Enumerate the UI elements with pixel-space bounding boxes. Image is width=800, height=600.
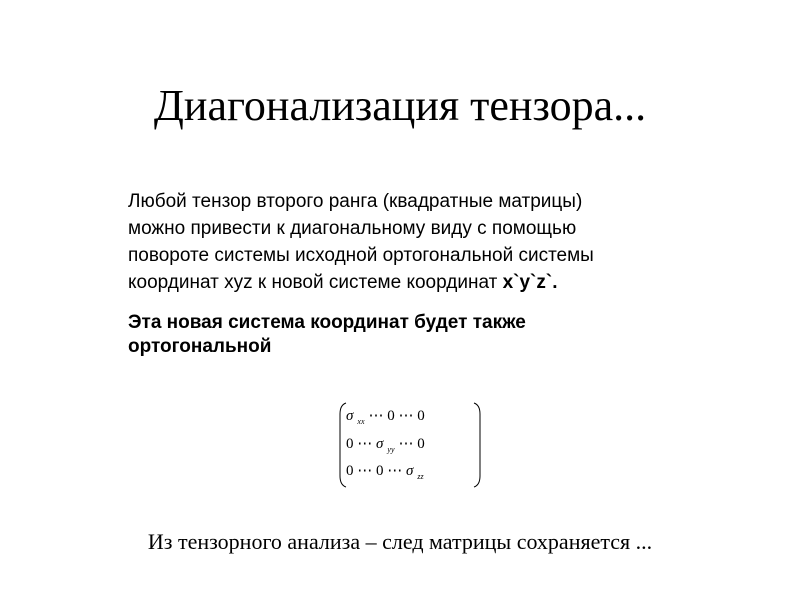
sigma-yy: σ: [376, 436, 384, 452]
intro-line-2: можно привести к диагональному виду с помощью: [128, 218, 577, 239]
sigma-zz-subscript: zz: [417, 472, 424, 481]
statement-line-1: Эта новая система координат будет также: [128, 312, 526, 333]
new-axes-label: x`y`z`.: [502, 272, 558, 293]
intro-paragraph: [128, 188, 728, 296]
intro-line-4-text: координат xyz к новой системе координат: [128, 272, 503, 293]
stress-tensor-matrix: [339, 402, 481, 488]
intro-line-3: повороте системы исходной ортогональной системы: [128, 245, 594, 266]
orthogonal-statement: [128, 311, 728, 359]
matrix-row-1: [346, 407, 425, 431]
intro-line-1: Любой тензор второго ранга (квадратные матрицы): [128, 191, 583, 212]
slide-title: Диагонализация тензора...: [153, 81, 647, 130]
sigma-xx-subscript: xx: [357, 417, 365, 426]
matrix-row-2: [346, 435, 425, 459]
trace-conclusion: Из тензорного анализа – след матрицы сохраняется ...: [147, 529, 653, 554]
matrix-row-2-pre: 0 ⋯: [346, 436, 373, 452]
matrix-row-3-pre: 0 ⋯ 0 ⋯: [346, 463, 403, 479]
statement-line-2: ортогональной: [128, 336, 272, 357]
matrix-row-2-post: ⋯ 0: [398, 436, 425, 452]
matrix-row-1-rest: ⋯ 0 ⋯ 0: [368, 408, 425, 424]
sigma-yy-subscript: yy: [387, 445, 395, 454]
matrix-row-3: [346, 462, 428, 486]
sigma-xx: σ: [346, 408, 354, 424]
sigma-zz: σ: [406, 463, 414, 479]
intro-line-4: [128, 269, 728, 296]
matrix-right-bracket: [473, 402, 481, 488]
